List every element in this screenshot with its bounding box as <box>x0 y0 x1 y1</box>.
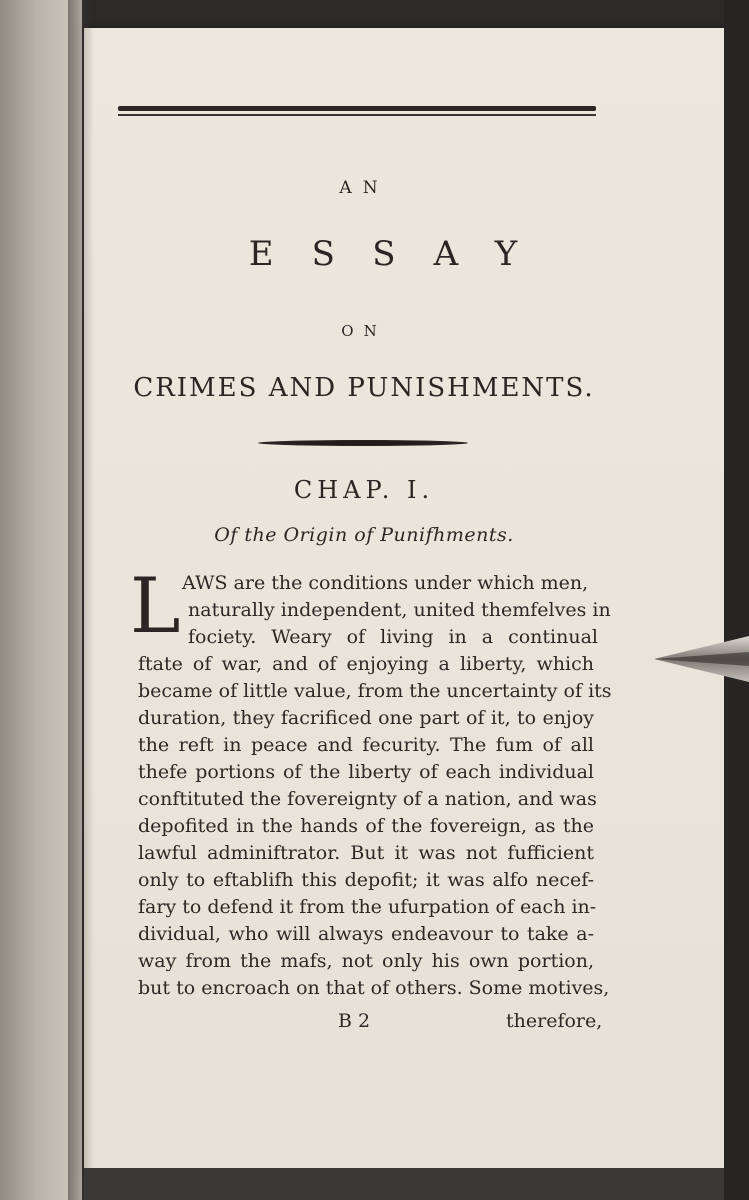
text-line: naturally independent, united themfelves in <box>188 599 611 621</box>
text-line: lawful adminiftrator. But it was not fufficient <box>138 842 594 864</box>
chapter-subtitle: Of the Origin of Punifhments. <box>214 524 514 546</box>
text-line: thefe portions of the liberty of each individual <box>138 761 594 783</box>
text-line: fociety. Weary of living in a continual <box>188 626 598 648</box>
bottom-shadow <box>84 1168 724 1200</box>
text-line: duration, they facrificed one part of it, to enjoy <box>138 707 594 729</box>
text-line: ftate of war, and of enjoying a liberty, which <box>138 653 594 675</box>
chapter-heading: CHAP. I. <box>293 476 435 504</box>
text-line: became of little value, from the uncertainty of its <box>138 680 612 702</box>
right-background <box>724 0 749 1200</box>
heading-an: AN <box>339 178 389 198</box>
text-line: fary to defend it from the ufurpation of each in- <box>138 896 597 918</box>
ornamental-rule <box>258 440 468 446</box>
heading-on: ON <box>341 322 387 340</box>
text-line: AWS are the conditions under which men, <box>182 572 589 594</box>
top-rule-thin <box>118 114 596 116</box>
text-line: but to encroach on that of others. Some motives, <box>138 977 610 999</box>
drop-cap: L <box>130 561 181 650</box>
text-line: way from the mafs, not only his own portion, <box>138 950 594 972</box>
text-line: dividual, who will always endeavour to take a- <box>138 923 594 945</box>
text-line: only to eftablifh this depofit; it was alfo necef- <box>138 869 594 891</box>
top-rule <box>118 106 596 111</box>
text-line: depofited in the hands of the fovereign, as the <box>138 815 594 837</box>
page-marker-icon <box>654 632 749 686</box>
signature-mark: B 2 <box>338 1010 371 1032</box>
text-line: the reft in peace and fecurity. The fum of all <box>138 734 594 756</box>
catchword: therefore, <box>506 1010 603 1032</box>
heading-essay: ESSAY <box>248 234 556 274</box>
text-line: conftituted the fovereignty of a nation, and was <box>138 788 597 810</box>
page-title: CRIMES AND PUNISHMENTS. <box>133 373 595 403</box>
